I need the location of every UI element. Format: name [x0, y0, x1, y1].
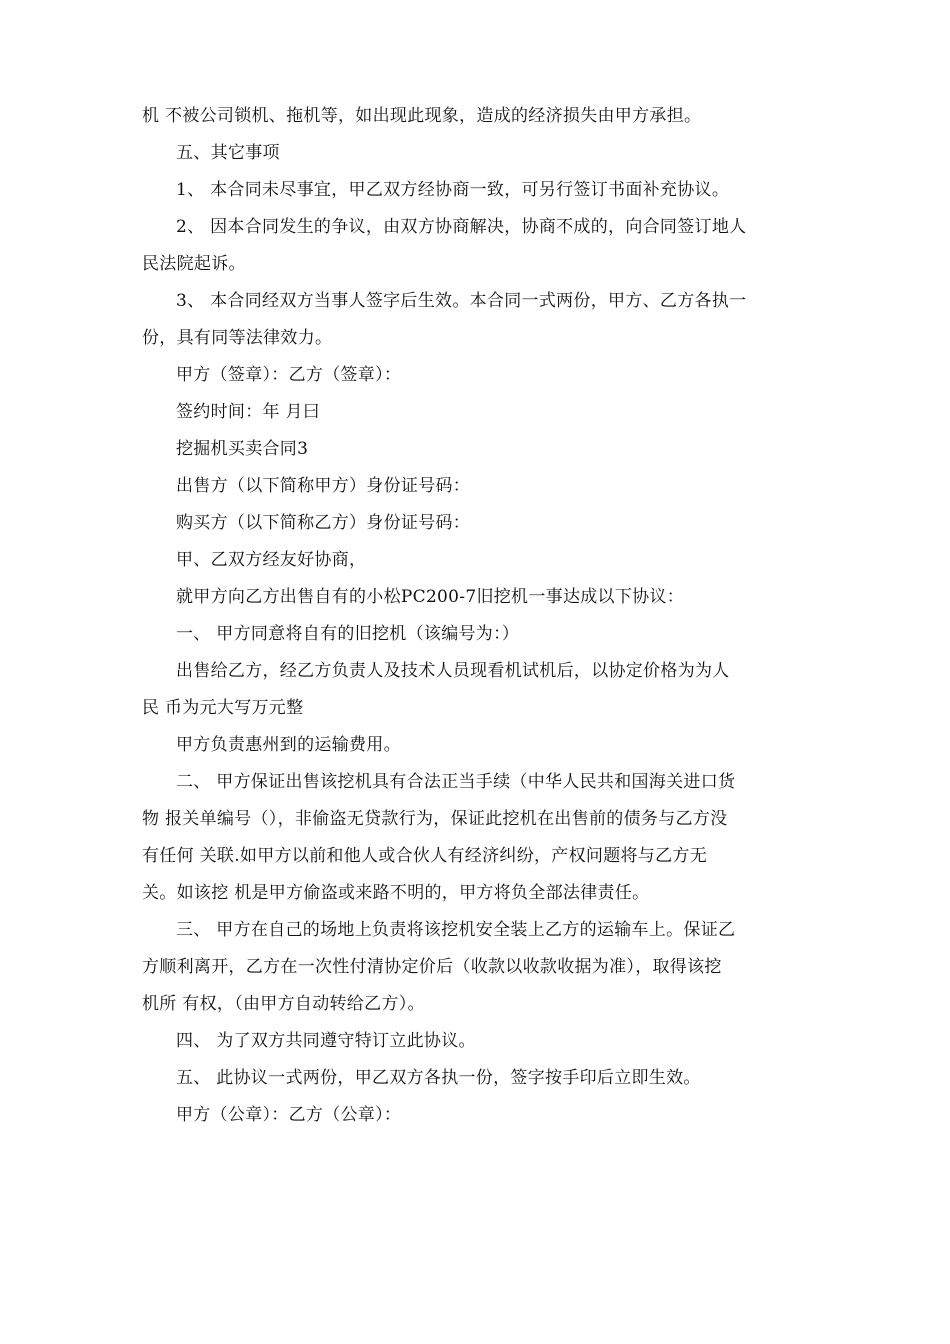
text-line: 物 报关单编号（），非偷盗无贷款行为，保证此挖机在出售前的债务与乙方没	[142, 809, 728, 829]
text-line: 甲方负责惠州到的运输费用。	[176, 735, 401, 755]
text-line: 四、 为了双方共同遵守特订立此协议。	[176, 1031, 476, 1051]
text-line: 出售方（以下简称甲方）身份证号码：	[176, 476, 471, 496]
text-line: 挖掘机买卖合同3	[176, 439, 309, 459]
text-line: 二、 甲方保证出售该挖机具有合法正当手续（中华人民共和国海关进口货	[176, 772, 736, 792]
text-line: 民法院起诉。	[142, 254, 246, 274]
text-line: 购买方（以下简称乙方）身份证号码：	[176, 513, 471, 533]
text-line: 机所 有权，（由甲方自动转给乙方）。	[142, 994, 425, 1014]
text-line: 2、 因本合同发生的争议，由双方协商解决，协商不成的，向合同签订地人	[176, 217, 747, 237]
text-line: 民 币为元大写万元整	[142, 698, 304, 718]
text-line: 份，具有同等法律效力。	[142, 328, 333, 348]
text-line: 3、 本合同经双方当事人签字后生效。本合同一式两份，甲方、乙方各执一	[176, 291, 747, 311]
text-line: 方顺利离开，乙方在一次性付清协定价后（收款以收款收据为准），取得该挖	[142, 957, 722, 977]
text-line: 机 不被公司锁机、拖机等，如出现此现象，造成的经济损失由甲方承担。	[142, 106, 702, 126]
text-line: 三、 甲方在自己的场地上负责将该挖机安全装上乙方的运输车上。保证乙	[176, 920, 736, 940]
text-line: 甲方（公章）：乙方（公章）：	[176, 1105, 402, 1125]
text-line: 甲、乙双方经友好协商，	[176, 550, 367, 570]
text-line: 就甲方向乙方出售自有的小松PC200-7旧挖机一事达成以下协议：	[176, 587, 685, 607]
document-body	[142, 98, 810, 1134]
text-line: 签约时间：年 月曰	[176, 402, 321, 422]
text-line: 1、 本合同未尽事宜，甲乙双方经协商一致，可另行签订书面补充协议。	[176, 180, 730, 200]
text-line: 有任何 关联.如甲方以前和他人或合伙人有经济纠纷，产权问题将与乙方无	[142, 846, 708, 866]
text-line: 五、其它事项	[176, 143, 280, 163]
text-line: 出售给乙方，经乙方负责人及技术人员现看机试机后，以协定价格为为人	[176, 661, 730, 681]
text-line: 关。如该挖 机是甲方偷盗或来路不明的，甲方将负全部法律责任。	[142, 883, 650, 903]
text-line: 甲方（签章）：乙方（签章）：	[176, 365, 402, 385]
text-line: 一、 甲方同意将自有的旧挖机（该编号为：）	[176, 624, 520, 644]
text-line: 五、 此协议一式两份，甲乙双方各执一份，签字按手印后立即生效。	[176, 1068, 701, 1088]
